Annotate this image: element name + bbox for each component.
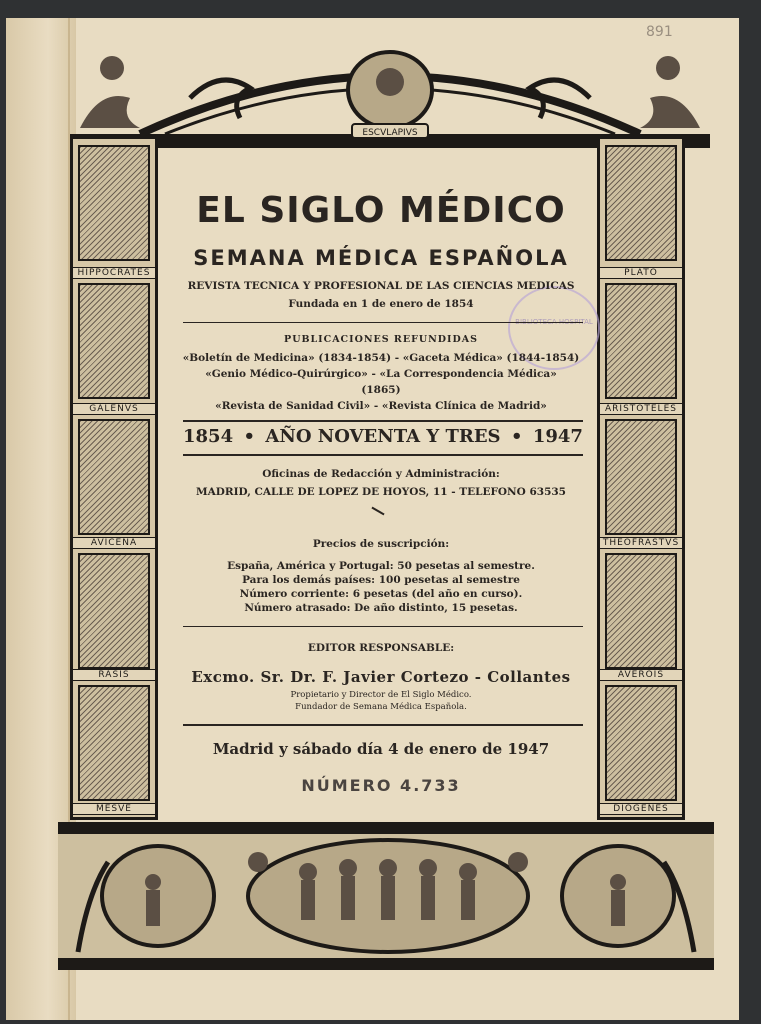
offices-heading: Oficinas de Redacción y Administración: [262, 468, 500, 480]
separator-dot: • [510, 426, 523, 447]
divider [183, 454, 583, 456]
publication-line: «Genio Médico-Quirúrgico» - «La Correspondencia Médica» [205, 368, 557, 380]
portrait-hippocrates [78, 145, 150, 261]
stamp-text: BIBLIOTECA HOSPITAL [515, 318, 593, 326]
header-banner: ESCVLAPIVS [362, 128, 418, 138]
portrait-label: MESVE [73, 803, 155, 815]
portrait-label: AVEROIS [600, 669, 682, 681]
journal-tagline: REVISTA TECNICA Y PROFESIONAL DE LAS CIENCIAS MEDICAS [187, 280, 575, 292]
founded-line: Fundada en 1 de enero de 1854 [288, 298, 474, 310]
prices-heading: Precios de suscripción: [312, 538, 450, 550]
publications-heading: PUBLICACIONES REFUNDIDAS [284, 334, 478, 345]
journal-title: EL SIGLO MÉDICO [196, 190, 566, 231]
ink-mark [371, 507, 384, 516]
bottom-frieze [58, 822, 714, 972]
issue-date: Madrid y sábado día 4 de enero de 1947 [212, 740, 550, 758]
year-start: 1854 [183, 426, 234, 447]
price-line: Número corriente: 6 pesetas (del año en curso). [239, 588, 523, 600]
right-portrait-column [597, 136, 685, 820]
portrait-label: RASIS [73, 669, 155, 681]
portrait-label: HIPPOCRATES [73, 267, 155, 279]
portrait-aristoteles [605, 283, 677, 399]
top-ornament [70, 38, 710, 150]
publication-line: «Revista de Sanidad Civil» - «Revista Clínica de Madrid» [215, 400, 547, 412]
offices-address: MADRID, CALLE DE LOPEZ DE HOYOS, 11 - TELEFONO 63535 [195, 486, 566, 498]
editor-role: Fundador de Semana Médica Española. [295, 702, 467, 712]
divider [183, 322, 583, 323]
portrait-plato [605, 145, 677, 261]
portrait-label: AVICENA [73, 537, 155, 549]
portrait-rasis [78, 553, 150, 669]
price-line: España, América y Portugal: 50 pesetas al semestre. [227, 560, 535, 572]
divider [183, 626, 583, 627]
year-title: AÑO NOVENTA Y TRES [265, 426, 501, 447]
publication-line: (1865) [361, 384, 401, 396]
journal-subtitle: SEMANA MÉDICA ESPAÑOLA [193, 246, 569, 270]
portrait-label: ARISTOTELES [600, 403, 682, 415]
editor-name: Excmo. Sr. Dr. F. Javier Cortezo - Collantes [191, 668, 571, 686]
pencil-mark: 891 [646, 24, 673, 40]
editor-heading: EDITOR RESPONSABLE: [307, 642, 455, 654]
portrait-label: PLATO [600, 267, 682, 279]
portrait-mesve [78, 685, 150, 801]
portrait-label: THEOFRASTVS [600, 537, 682, 549]
separator-dot: • [243, 426, 256, 447]
year-band [183, 426, 583, 447]
publication-line: «Boletín de Medicina» (1834-1854) - «Gaceta Médica» (1844-1854) [182, 352, 580, 364]
portrait-galenus [78, 283, 150, 399]
portrait-avicena [78, 419, 150, 535]
divider [183, 420, 583, 422]
portrait-diogenes [605, 685, 677, 801]
year-end: 1947 [532, 426, 583, 447]
masthead-panel [163, 148, 599, 822]
price-line: Número atrasado: De año distinto, 15 pesetas. [244, 602, 518, 614]
issue-number: NÚMERO 4.733 [301, 776, 461, 795]
editor-role: Propietario y Director de El Siglo Médico. [290, 690, 472, 700]
portrait-theofrastus [605, 419, 677, 535]
left-portrait-column [70, 136, 158, 820]
portrait-label: DIOGENES [600, 803, 682, 815]
divider [183, 724, 583, 726]
price-line: Para los demás países: 100 pesetas al semestre [242, 574, 520, 586]
portrait-label: GALENVS [73, 403, 155, 415]
portrait-averois [605, 553, 677, 669]
